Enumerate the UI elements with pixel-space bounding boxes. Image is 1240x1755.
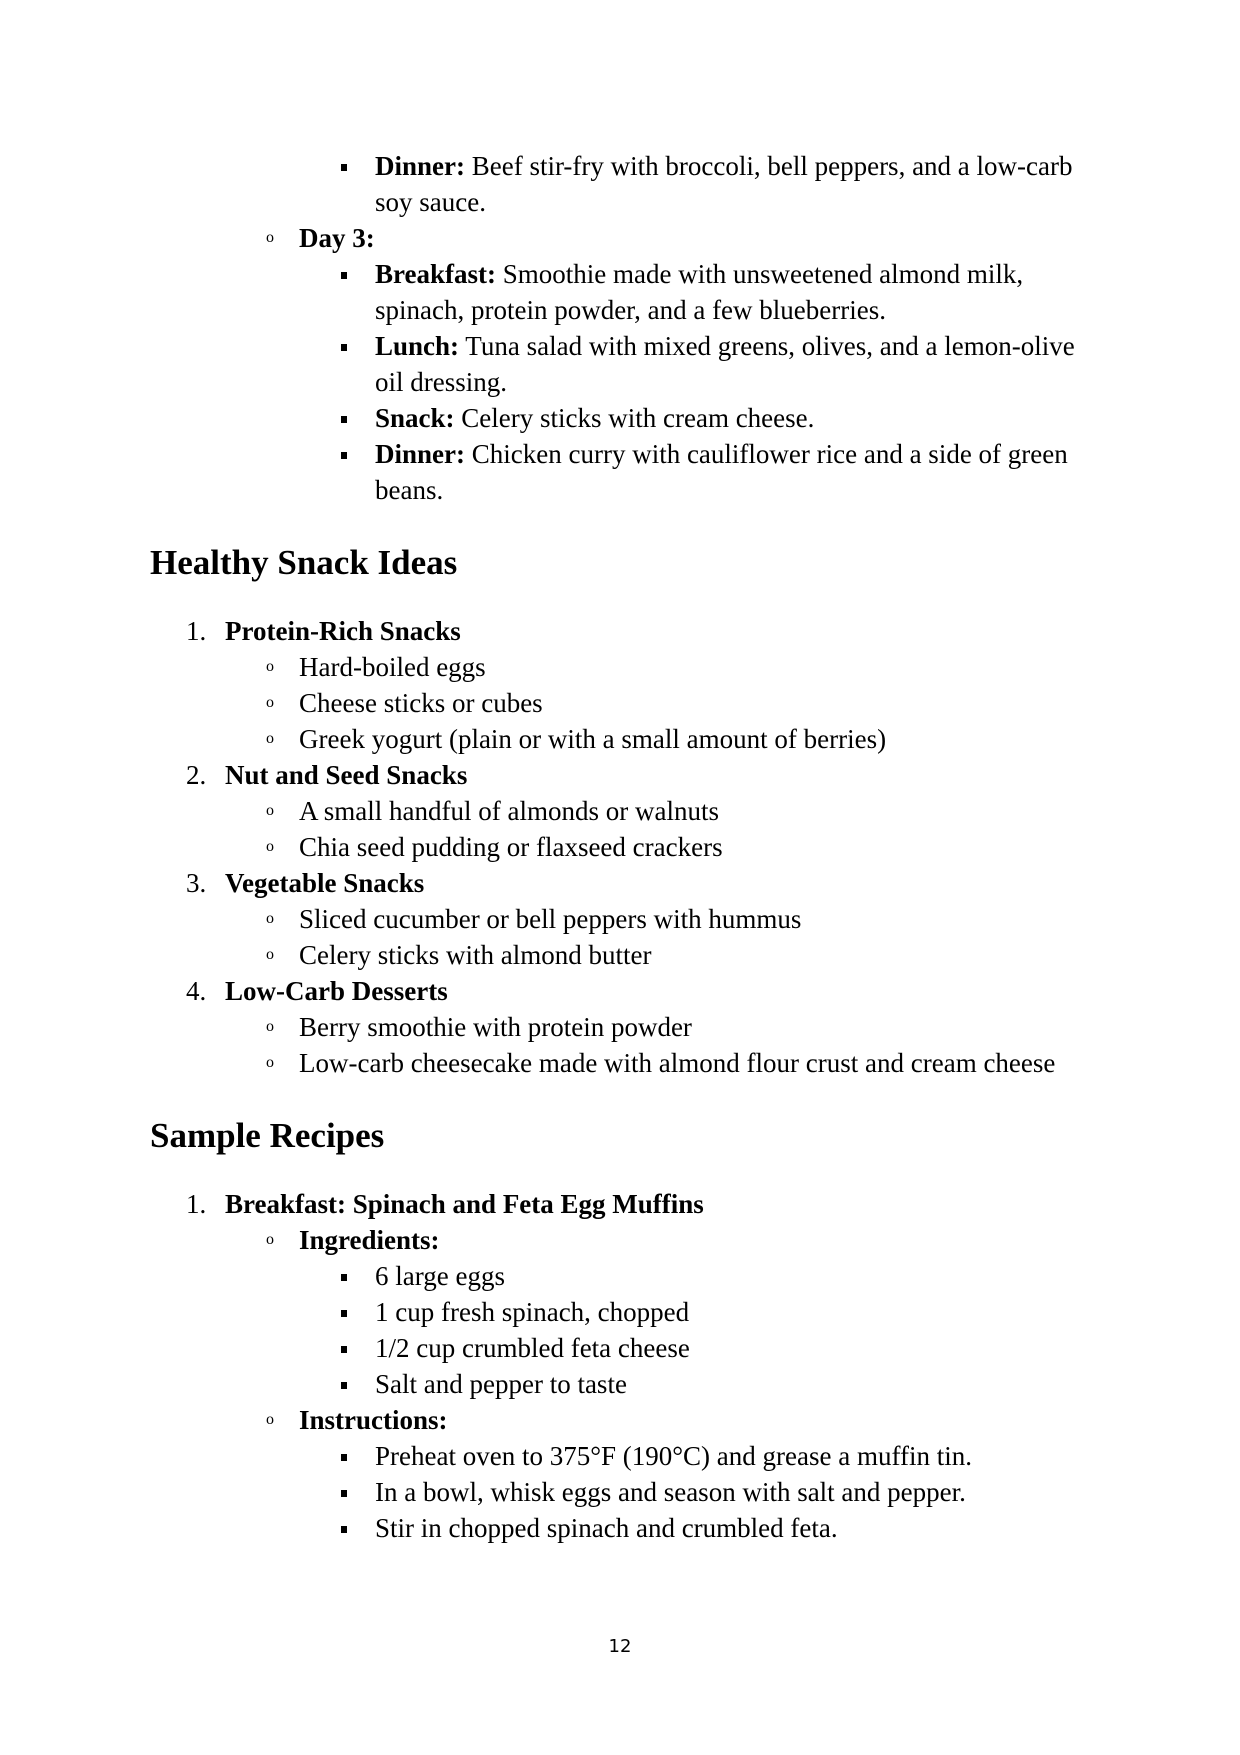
list-item (0, 1330, 1240, 1366)
list-item (0, 328, 1240, 400)
item-text: In a bowl, whisk eggs and season with salt and pepper. (375, 1477, 966, 1507)
item-label: Dinner: (375, 439, 465, 469)
circle-bullet-icon: o (266, 229, 274, 246)
list-item (0, 1294, 1240, 1330)
square-bullet-icon (341, 1454, 347, 1461)
item-text: Berry smoothie with protein powder (299, 1012, 692, 1042)
square-bullet-icon (341, 1490, 347, 1497)
list-item (0, 829, 1240, 865)
circle-bullet-icon: o (266, 658, 274, 675)
item-text: Smoothie made with unsweetened almond milk, spinach, protein powder, and a few blueberries. (375, 259, 1024, 325)
list-item (0, 973, 1240, 1009)
page-number: 12 (608, 1636, 632, 1657)
item-text: Tuna salad with mixed greens, olives, and a lemon-olive oil dressing. (375, 331, 1075, 397)
list-item (0, 649, 1240, 685)
circle-bullet-icon: o (266, 802, 274, 819)
list-item (0, 1009, 1240, 1045)
square-bullet-icon (341, 344, 347, 351)
item-text: Chicken curry with cauliflower rice and a side of green beans. (375, 439, 1068, 505)
list-item (0, 436, 1240, 508)
list-item (0, 256, 1240, 328)
ingredients-label: Ingredients: (299, 1225, 440, 1255)
list-item (0, 793, 1240, 829)
section-heading-snacks: Healthy Snack Ideas (150, 543, 458, 582)
ingredients-list (0, 1258, 1240, 1402)
list-item (0, 1258, 1240, 1294)
circle-bullet-icon: o (266, 694, 274, 711)
item-text: Celery sticks with almond butter (299, 940, 652, 970)
list-item (0, 1474, 1240, 1510)
recipe-title (0, 1186, 1240, 1222)
item-text: Low-Carb Desserts (225, 976, 448, 1006)
item-text: Protein-Rich Snacks (225, 616, 461, 646)
item-text: Vegetable Snacks (225, 868, 425, 898)
item-text: Low-carb cheesecake made with almond flour crust and cream cheese (299, 1048, 1056, 1078)
list-number: 3. (186, 868, 207, 898)
item-label: Dinner: (375, 151, 465, 181)
document-page (0, 148, 1240, 1546)
list-item (0, 721, 1240, 757)
list-item (0, 901, 1240, 937)
list-number: 1. (186, 616, 207, 646)
recipe-title-text: Breakfast: Spinach and Feta Egg Muffins (225, 1189, 704, 1219)
instructions-list (0, 1438, 1240, 1546)
item-label: Breakfast: (375, 259, 496, 289)
list-item (0, 1510, 1240, 1546)
item-text: 1/2 cup crumbled feta cheese (375, 1333, 690, 1363)
item-text: Preheat oven to 375°F (190°C) and grease a muffin tin. (375, 1441, 972, 1471)
list-item (0, 757, 1240, 793)
circle-bullet-icon: o (266, 1411, 274, 1428)
list-item (0, 1222, 1240, 1258)
item-text: Stir in chopped spinach and crumbled feta. (375, 1513, 838, 1543)
square-bullet-icon (341, 1526, 347, 1533)
item-text: Sliced cucumber or bell peppers with hummus (299, 904, 802, 934)
list-number: 1. (186, 1189, 207, 1219)
list-item (0, 1045, 1240, 1081)
list-item (0, 220, 1240, 256)
list-item (0, 1366, 1240, 1402)
item-text: Nut and Seed Snacks (225, 760, 468, 790)
list-number: 4. (186, 976, 207, 1006)
list-item (0, 1438, 1240, 1474)
list-item (0, 148, 1240, 220)
item-text: Salt and pepper to taste (375, 1369, 627, 1399)
circle-bullet-icon: o (266, 1018, 274, 1035)
item-text: Beef stir-fry with broccoli, bell peppers, and a low-carb soy sauce. (375, 151, 1073, 217)
list-item (0, 685, 1240, 721)
square-bullet-icon (341, 164, 347, 171)
item-text: Celery sticks with cream cheese. (454, 403, 815, 433)
item-text: Greek yogurt (plain or with a small amount of berries) (299, 724, 887, 754)
list-item (0, 1402, 1240, 1438)
instructions-label: Instructions: (299, 1405, 448, 1435)
item-label: Snack: (375, 403, 455, 433)
item-label: Lunch: (375, 331, 460, 361)
circle-bullet-icon: o (266, 730, 274, 747)
item-text: A small handful of almonds or walnuts (299, 796, 719, 826)
circle-bullet-icon: o (266, 910, 274, 927)
square-bullet-icon (341, 272, 347, 279)
square-bullet-icon (341, 452, 347, 459)
square-bullet-icon (341, 1274, 347, 1281)
square-bullet-icon (341, 1310, 347, 1317)
item-text: Hard-boiled eggs (299, 652, 486, 682)
list-item (0, 400, 1240, 436)
day-label: Day 3: (299, 223, 375, 253)
item-text: Chia seed pudding or flaxseed crackers (299, 832, 723, 862)
circle-bullet-icon: o (266, 1054, 274, 1071)
square-bullet-icon (341, 1346, 347, 1353)
item-text: 1 cup fresh spinach, chopped (375, 1297, 690, 1327)
square-bullet-icon (341, 1382, 347, 1389)
section-heading-recipes: Sample Recipes (150, 1116, 385, 1155)
circle-bullet-icon: o (266, 838, 274, 855)
square-bullet-icon (341, 416, 347, 423)
list-number: 2. (186, 760, 207, 790)
item-text: Cheese sticks or cubes (299, 688, 543, 718)
list-item (0, 865, 1240, 901)
snack-list (0, 613, 1240, 1081)
list-item (0, 937, 1240, 973)
circle-bullet-icon: o (266, 946, 274, 963)
circle-bullet-icon: o (266, 1231, 274, 1248)
item-text: 6 large eggs (375, 1261, 505, 1291)
list-item (0, 613, 1240, 649)
